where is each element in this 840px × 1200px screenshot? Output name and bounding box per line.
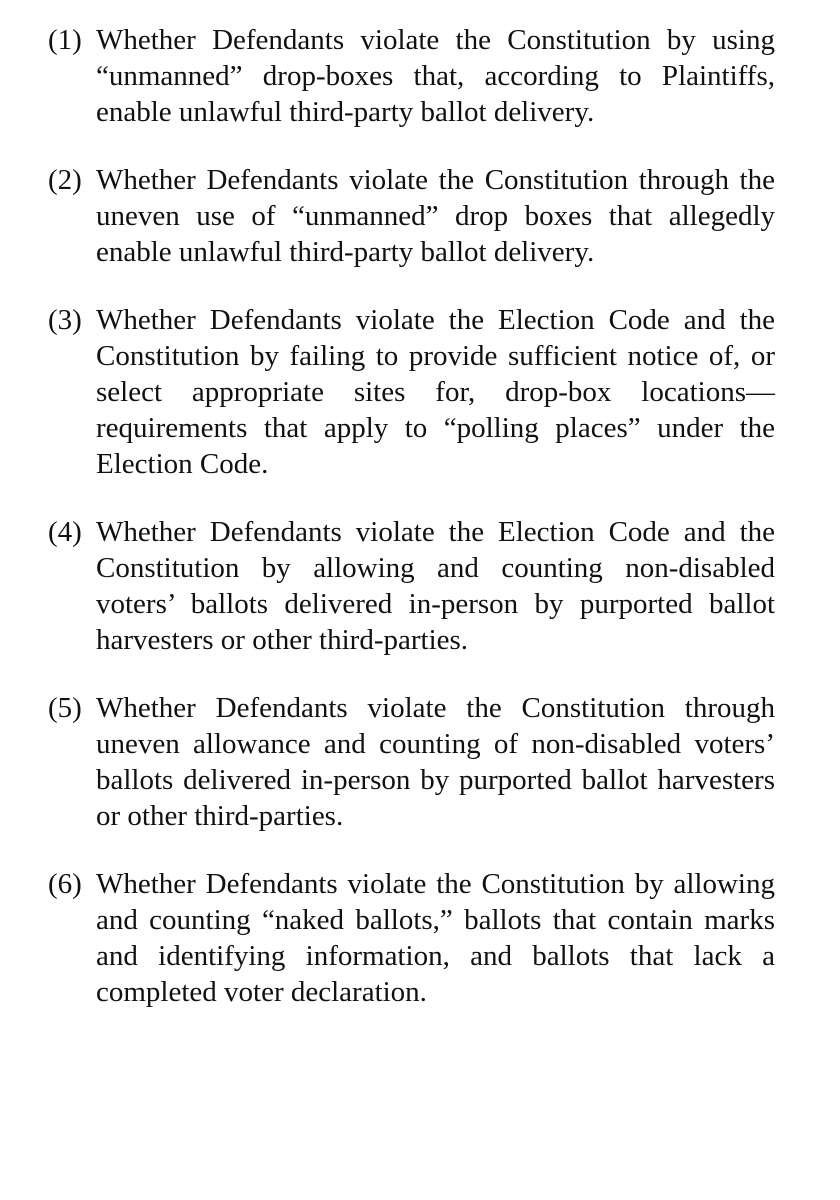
item-text: Whether Defendants violate the Election Code and the Constitution by allowing and counting non-disabled voters’ ballots delivered in-person by purported ballot harvesters or other third-parties. xyxy=(96,516,775,656)
item-number: (2) xyxy=(48,164,82,196)
item-number: (5) xyxy=(48,692,82,724)
item-number: (1) xyxy=(48,24,82,56)
document-body xyxy=(48,22,775,1010)
item-text: Whether Defendants violate the Constitution by using “unmanned” drop-boxes that, according to Plaintiffs, enable unlawful third-party ballot delivery. xyxy=(96,24,775,128)
list-item xyxy=(48,690,775,834)
list-item xyxy=(48,302,775,482)
list-item xyxy=(48,22,775,130)
item-number: (3) xyxy=(48,304,82,336)
list-item xyxy=(48,514,775,658)
item-text: Whether Defendants violate the Election Code and the Constitution by failing to provide sufficient notice of, or select appropriate sites for, drop-box locations—requirements that apply to “polling places” under the Election Code. xyxy=(96,304,775,480)
item-number: (4) xyxy=(48,516,82,548)
item-number: (6) xyxy=(48,868,82,900)
list-item xyxy=(48,866,775,1010)
item-text: Whether Defendants violate the Constitution through uneven allowance and counting of non-disabled voters’ ballots delivered in-person by purported ballot harvesters or other third-parties. xyxy=(96,692,775,832)
list-item xyxy=(48,162,775,270)
item-text: Whether Defendants violate the Constitution through the uneven use of “unmanned” drop boxes that allegedly enable unlawful third-party ballot delivery. xyxy=(96,164,775,268)
item-text: Whether Defendants violate the Constitution by allowing and counting “naked ballots,” ballots that contain marks and identifying information, and ballots that lack a completed voter declaration. xyxy=(96,868,775,1008)
